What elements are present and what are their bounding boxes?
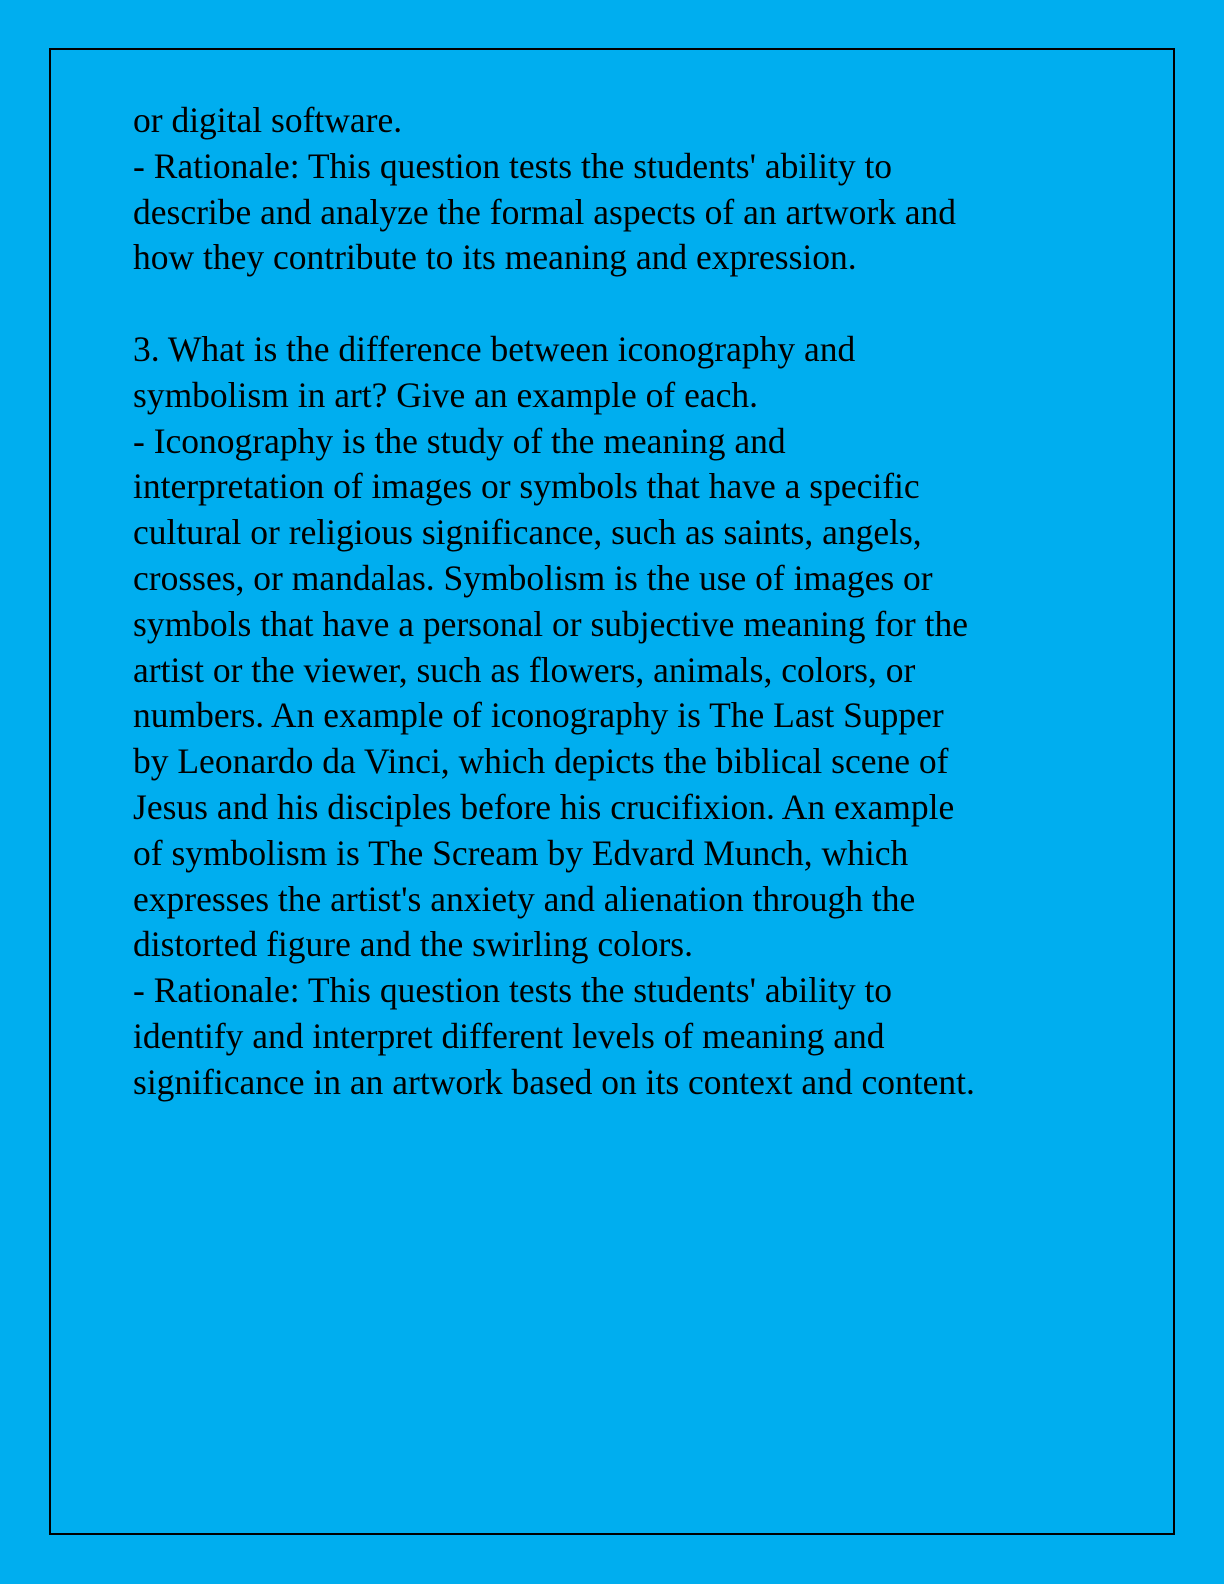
text-line: describe and analyze the formal aspects of an artwork and: [133, 191, 957, 232]
text-line: how they contribute to its meaning and expression.: [133, 237, 857, 278]
question-heading-line: symbolism in art? Give an example of each.: [133, 374, 758, 415]
text-line: significance in an artwork based on its context and content.: [133, 1061, 975, 1102]
text-line: numbers. An example of iconography is The Last Supper: [133, 695, 944, 736]
text-line: symbols that have a personal or subjective meaning for the: [133, 603, 968, 644]
text-line: distorted figure and the swirling colors.: [133, 924, 693, 965]
text-line: crosses, or mandalas. Symbolism is the use of images or: [133, 557, 933, 598]
text-line: - Iconography is the study of the meaning and: [133, 420, 786, 461]
text-line: - Rationale: This question tests the students' ability to: [133, 970, 893, 1011]
text-line: Jesus and his disciples before his crucifixion. An example: [133, 786, 955, 827]
document-body: [133, 98, 1143, 1106]
text-line: or digital software.: [133, 100, 403, 140]
text-line: - Rationale: This question tests the students' ability to: [133, 145, 893, 186]
text-line: cultural or religious significance, such as saints, angels,: [133, 512, 922, 553]
text-line: identify and interpret different levels of meaning and: [133, 1015, 885, 1056]
question-heading-line: 3. What is the difference between iconography and: [133, 328, 856, 369]
text-line: by Leonardo da Vinci, which depicts the biblical scene of: [133, 741, 949, 782]
text-line: artist or the viewer, such as flowers, animals, colors, or: [133, 649, 916, 690]
blank-line: [133, 281, 1143, 327]
text-line: interpretation of images or symbols that have a specific: [133, 466, 920, 507]
text-line: of symbolism is The Scream by Edvard Munch, which: [133, 832, 909, 873]
text-line: expresses the artist's anxiety and alienation through the: [133, 878, 916, 919]
